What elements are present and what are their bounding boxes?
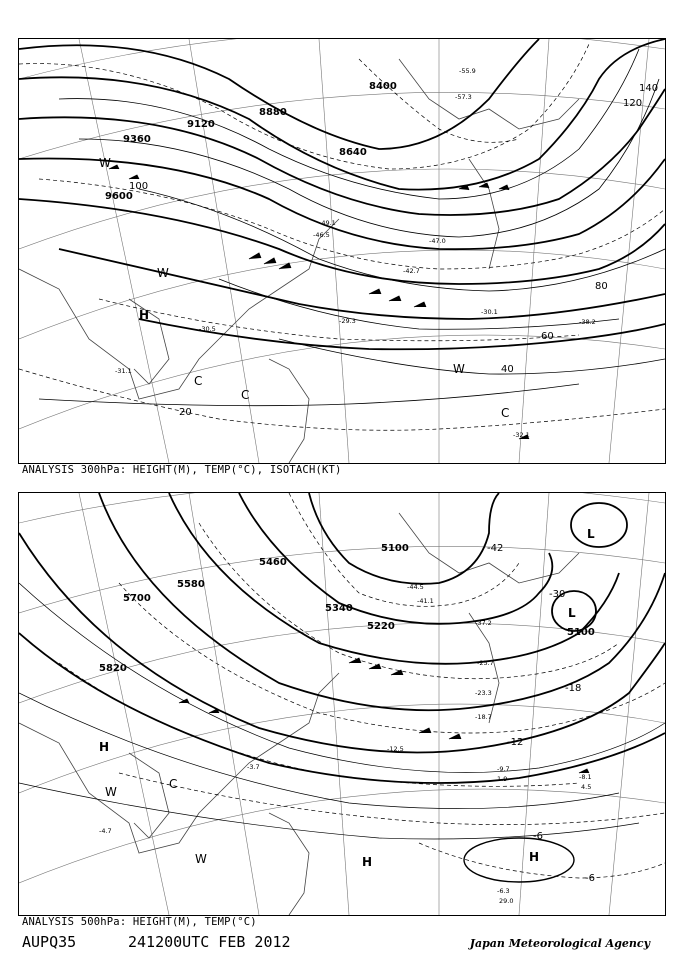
height-contours <box>19 493 665 783</box>
temp-value: -47.0 <box>429 237 446 245</box>
center-H: H <box>139 308 150 322</box>
wind-barbs <box>179 658 589 773</box>
height-label-8400: 8400 <box>369 81 397 92</box>
temp-value: -31.1 <box>115 367 132 375</box>
center-W-2: W <box>195 852 207 866</box>
caption-300hpa: ANALYSIS 300hPa: HEIGHT(M), TEMP(°C), ISOTACH(KT) <box>22 464 342 476</box>
isotach-label-80: 80 <box>595 281 608 292</box>
center-C-3: C <box>501 406 510 420</box>
temp-value: -46.5 <box>313 231 330 239</box>
temp-value: -38.2 <box>579 318 596 326</box>
pressure-centers <box>99 527 595 869</box>
temp-value: -23.3 <box>475 689 492 697</box>
height-label-9600: 9600 <box>105 191 133 202</box>
isotach-label-140: 140 <box>639 83 659 94</box>
isotherm-labels <box>487 543 595 884</box>
temp-value: -37.2 <box>475 619 492 627</box>
isotach-label-100: 100 <box>129 181 149 192</box>
height-label-5700: 5700 <box>123 593 151 604</box>
temp-value: -4.7 <box>99 827 112 835</box>
isotach-label-60: 60 <box>541 331 554 342</box>
temp-value: -8.1 <box>579 773 592 781</box>
center-H-3: H <box>529 850 540 864</box>
isotach-label-120: 120 <box>623 98 643 109</box>
height-label-5340: 5340 <box>325 603 353 614</box>
map-300hpa <box>18 38 666 464</box>
height-label-9360: 9360 <box>123 134 151 145</box>
temp-value: -18.7 <box>475 713 492 721</box>
isotherm-label: -6 <box>585 873 595 884</box>
map-500hpa <box>18 492 666 916</box>
temp-value: -3.7 <box>247 763 260 771</box>
center-W-1: W <box>105 785 117 799</box>
high-center-contour <box>464 838 574 882</box>
temp-value: 29.0 <box>499 897 514 905</box>
temp-value: -55.9 <box>459 67 476 75</box>
height-contours-thin <box>19 583 665 839</box>
center-H-2: H <box>362 855 373 869</box>
temp-value: -30.5 <box>199 325 216 333</box>
temp-value: -32.1 <box>513 431 530 439</box>
height-label-8640: 8640 <box>339 147 367 158</box>
isotherm-label: -30 <box>549 589 566 600</box>
temp-value: -25.7 <box>477 659 494 667</box>
isotherm-label: -12 <box>507 737 524 748</box>
center-C: C <box>169 777 178 791</box>
map-500hpa-canvas <box>19 493 665 915</box>
temp-value: -9.7 <box>497 765 510 773</box>
height-label-5580: 5580 <box>177 579 205 590</box>
temp-value: -29.3 <box>339 317 356 325</box>
isotach-label-40: 40 <box>501 364 514 375</box>
center-L-1: L <box>587 527 595 541</box>
meridian-lines <box>79 39 649 463</box>
center-C-1: C <box>194 374 203 388</box>
low-center-contours <box>552 503 627 631</box>
center-W-3: W <box>453 362 465 376</box>
agency-name: Japan Meteorological Agency <box>469 937 650 950</box>
isotach-contours <box>39 49 665 406</box>
wind-barbs <box>109 165 529 439</box>
height-label-5100: 5100 <box>567 627 595 638</box>
center-C-2: C <box>241 388 250 402</box>
caption-500hpa: ANALYSIS 500hPa: HEIGHT(M), TEMP(°C) <box>22 916 257 928</box>
isotach-label-20: 20 <box>179 407 192 418</box>
temp-value: -57.3 <box>455 93 472 101</box>
analysis-timestamp: 241200UTC FEB 2012 <box>128 933 291 951</box>
height-label-5820: 5820 <box>99 663 127 674</box>
height-label-8880: 8880 <box>259 107 287 118</box>
height-label-5220: 5220 <box>367 621 395 632</box>
isotherm-label: -18 <box>565 683 582 694</box>
height-label-9120: 9120 <box>187 119 215 130</box>
temp-value: -42.7 <box>403 267 420 275</box>
height-label-5100: 5100 <box>381 543 409 554</box>
temp-value: -49.1 <box>319 219 336 227</box>
center-W-2: W <box>157 266 169 280</box>
meridian-lines <box>79 493 649 915</box>
temp-value: -6.3 <box>497 887 510 895</box>
temp-value: -41.1 <box>417 597 434 605</box>
isotherm-label: -42 <box>487 543 504 554</box>
center-L-2: L <box>568 606 576 620</box>
temp-value: 1.9 <box>497 775 508 783</box>
center-W-1: W <box>99 156 111 170</box>
map-300hpa-canvas <box>19 39 665 463</box>
isotherm-label: -6 <box>533 831 543 842</box>
temp-value: -44.5 <box>407 583 424 591</box>
temp-value: -30.1 <box>481 308 498 316</box>
temp-value: 4.5 <box>581 783 592 791</box>
chart-code: AUPQ35 <box>22 933 77 951</box>
center-H-1: H <box>99 740 110 754</box>
temp-value: -12.5 <box>387 745 404 753</box>
height-label-5460: 5460 <box>259 557 287 568</box>
